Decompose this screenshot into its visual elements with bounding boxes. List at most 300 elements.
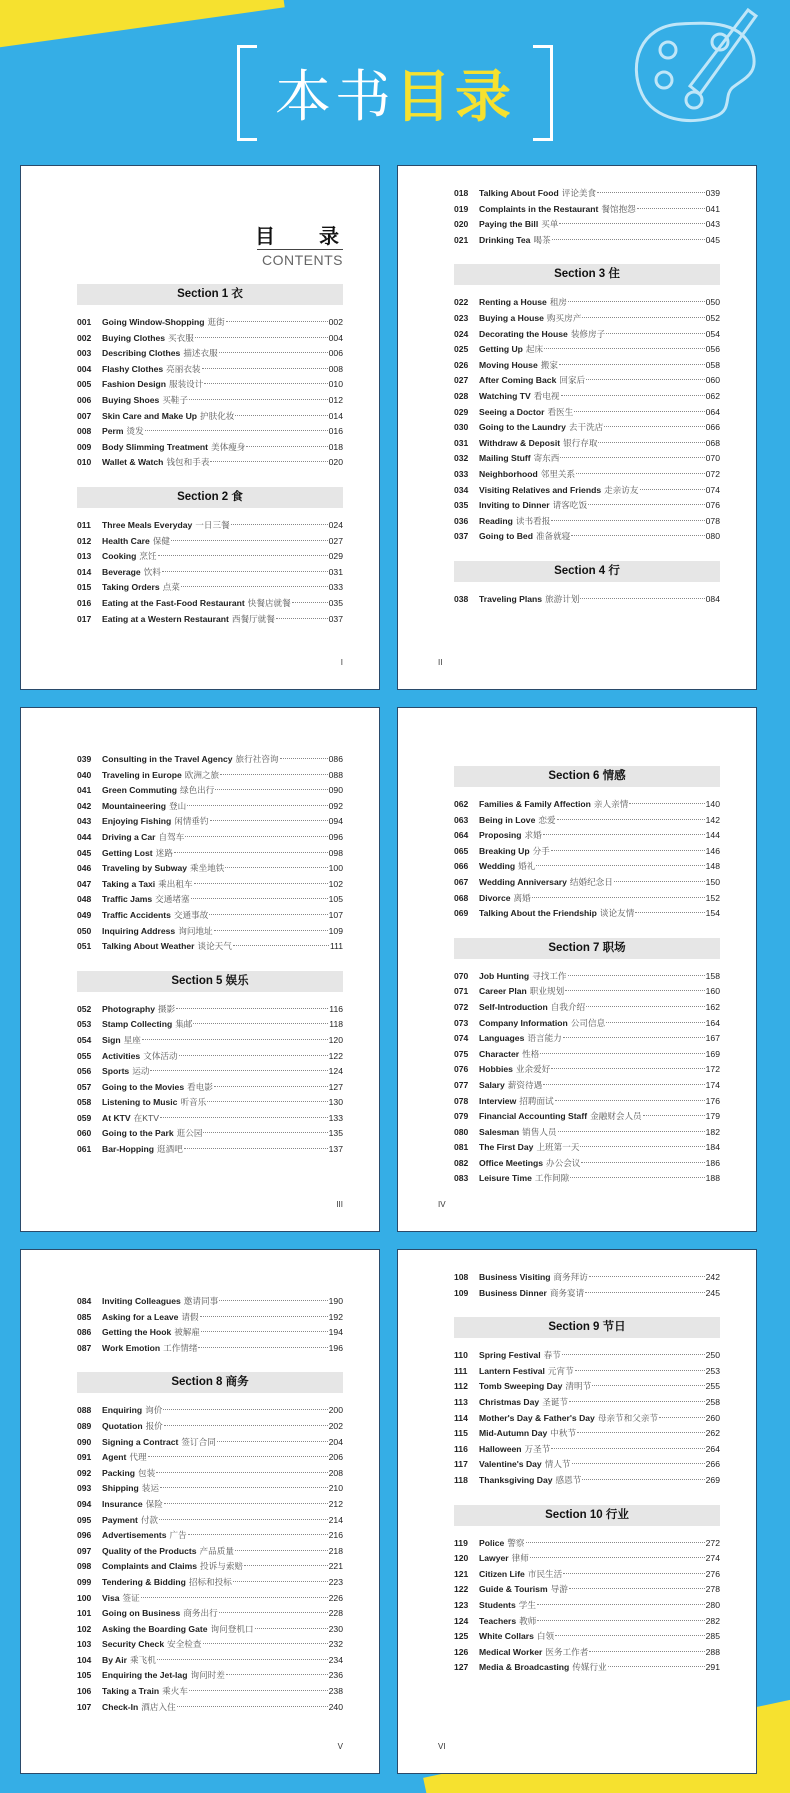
entry-title-en: Taking Orders <box>102 582 160 593</box>
toc-entry[interactable] <box>77 1033 343 1049</box>
entry-title-en: Being in Love <box>479 814 536 825</box>
dot-leader <box>179 1055 328 1056</box>
toc-entry[interactable] <box>454 1047 720 1063</box>
toc-entry[interactable] <box>454 1582 720 1598</box>
toc-entry[interactable] <box>77 1017 343 1033</box>
entry-page-number: 122 <box>328 1050 343 1061</box>
dot-leader <box>217 1441 328 1442</box>
title-part2: 目录 <box>395 65 515 130</box>
toc-entry[interactable] <box>454 467 720 483</box>
dot-leader <box>582 1479 704 1480</box>
dot-leader <box>637 208 705 209</box>
toc-entry[interactable] <box>77 534 343 550</box>
entry-number: 040 <box>77 769 92 780</box>
entry-page-number: 278 <box>705 1584 720 1595</box>
toc-entry[interactable] <box>77 362 343 378</box>
toc-entry[interactable] <box>77 596 343 612</box>
entry-title-en: At KTV <box>102 1112 131 1123</box>
entry-title-en: Driving a Car <box>102 831 156 842</box>
dot-leader <box>557 819 705 820</box>
toc-entry[interactable] <box>77 1325 343 1341</box>
entry-page-number: 250 <box>705 1350 720 1361</box>
toc-entry[interactable] <box>454 1078 720 1094</box>
dot-leader <box>526 1542 705 1543</box>
entry-number: 007 <box>77 410 92 421</box>
entry-title-cn: 买鞋子 <box>162 394 189 405</box>
toc-entry[interactable] <box>77 565 343 581</box>
toc-entry[interactable] <box>77 1095 343 1111</box>
section-heading: Section 3 住 <box>454 264 720 285</box>
entry-number: 019 <box>454 203 469 214</box>
entry-title-en: Work Emotion <box>102 1342 161 1353</box>
entry-title-en: Halloween <box>479 1443 522 1454</box>
toc-entry[interactable] <box>77 455 343 471</box>
entry-number: 111 <box>454 1365 468 1376</box>
toc-entry[interactable] <box>77 924 343 940</box>
toc-entry[interactable] <box>454 217 720 233</box>
entry-title-cn: 万圣节 <box>524 1443 551 1454</box>
toc-entry[interactable] <box>77 1419 343 1435</box>
toc-entry[interactable] <box>454 233 720 249</box>
entry-title-cn: 询问时差 <box>190 1670 225 1681</box>
entry-title-cn: 职业规划 <box>529 986 565 997</box>
entry-page-number: 045 <box>705 234 720 245</box>
page-number: IV <box>438 1200 446 1209</box>
entry-title-en: Enquiring <box>102 1405 143 1416</box>
dot-leader <box>244 1565 328 1566</box>
toc-entry[interactable] <box>454 405 720 421</box>
toc-entry[interactable] <box>77 1544 343 1560</box>
entry-number: 060 <box>77 1128 92 1139</box>
dot-leader <box>568 975 705 976</box>
toc-page-4 <box>397 707 757 1232</box>
toc-entry[interactable] <box>454 186 720 202</box>
toc-entry[interactable] <box>77 1142 343 1158</box>
entry-title-en: Seeing a Doctor <box>479 406 545 417</box>
entry-title-en: Lawyer <box>479 1553 509 1564</box>
toc-entry[interactable] <box>454 1536 720 1552</box>
toc-entry[interactable] <box>454 1348 720 1364</box>
toc-entry[interactable] <box>454 529 720 545</box>
toc-entry[interactable] <box>77 752 343 768</box>
toc-entry[interactable] <box>454 592 720 608</box>
toc-entry[interactable] <box>77 518 343 534</box>
entry-page-number: 118 <box>329 1019 343 1030</box>
toc-entry[interactable] <box>77 612 343 628</box>
entry-page-number: 133 <box>328 1112 343 1123</box>
dot-leader <box>540 1053 704 1054</box>
toc-entry[interactable] <box>454 1457 720 1473</box>
entry-title-cn: 买衣服 <box>168 332 194 343</box>
dot-leader <box>551 850 705 851</box>
entry-number: 113 <box>454 1396 468 1407</box>
dot-leader <box>202 368 328 369</box>
entry-number: 083 <box>454 1173 469 1184</box>
toc-entry[interactable] <box>454 875 720 891</box>
entry-title-en: Traffic Jams <box>102 894 153 905</box>
toc-entry[interactable] <box>454 202 720 218</box>
entry-page-number: 116 <box>329 1003 343 1014</box>
toc-entry[interactable] <box>454 969 720 985</box>
toc-entry[interactable] <box>77 939 343 955</box>
toc-entry[interactable] <box>454 342 720 358</box>
toc-entry[interactable] <box>454 1364 720 1380</box>
entry-number: 059 <box>77 1112 92 1123</box>
entry-page-number: 018 <box>328 441 343 452</box>
toc-entry[interactable] <box>454 1598 720 1614</box>
toc-entry[interactable] <box>77 1637 343 1653</box>
dot-leader <box>162 571 328 572</box>
toc-entry[interactable] <box>454 436 720 452</box>
entry-page-number: 098 <box>328 847 343 858</box>
toc-entry[interactable] <box>454 451 720 467</box>
toc-entry[interactable] <box>454 1379 720 1395</box>
toc-entry[interactable] <box>77 783 343 799</box>
entry-title-en: Lantern Festival <box>479 1365 545 1376</box>
toc-entry[interactable] <box>454 1000 720 1016</box>
section-heading: Section 5 娱乐 <box>77 971 343 992</box>
toc-entry[interactable] <box>77 1002 343 1018</box>
entry-page-number: 192 <box>328 1311 343 1322</box>
entry-title-en: Families & Family Affection <box>479 799 591 809</box>
entry-title-cn: 西餐厅就餐 <box>231 613 275 624</box>
toc-entry[interactable] <box>77 1481 343 1497</box>
toc-entry[interactable] <box>454 327 720 343</box>
dot-leader <box>643 1115 705 1116</box>
entry-title-en: Green Commuting <box>102 785 177 796</box>
toc-entry[interactable] <box>454 828 720 844</box>
toc-entry[interactable] <box>77 814 343 830</box>
toc-entry[interactable] <box>77 768 343 784</box>
entry-number: 121 <box>454 1568 469 1579</box>
toc-entry[interactable] <box>77 1559 343 1575</box>
entry-page-number: 076 <box>705 500 720 511</box>
toc-entry[interactable] <box>454 295 720 311</box>
entry-number: 004 <box>77 363 92 374</box>
toc-entry[interactable] <box>454 1614 720 1630</box>
dot-leader <box>580 598 704 599</box>
entry-page-number: 274 <box>705 1553 720 1564</box>
toc-pages-grid <box>20 165 757 1774</box>
toc-entry[interactable] <box>77 393 343 409</box>
entry-title-cn: 分手 <box>532 845 550 856</box>
toc-entry[interactable] <box>77 424 343 440</box>
entry-title-cn: 圣诞节 <box>542 1396 568 1407</box>
entry-title-cn: 寻找工作 <box>532 970 567 981</box>
entry-title-en: Getting Lost <box>102 847 153 858</box>
entry-title-en: Proposing <box>479 830 522 841</box>
entry-number: 090 <box>77 1436 92 1447</box>
toc-entry[interactable] <box>454 358 720 374</box>
toc-entry[interactable] <box>77 1080 343 1096</box>
toc-entry[interactable] <box>454 1395 720 1411</box>
toc-entry[interactable] <box>77 892 343 908</box>
entry-title-cn: 摄影 <box>158 1003 176 1014</box>
entry-number: 080 <box>454 1126 469 1137</box>
entry-page-number: 135 <box>328 1128 343 1139</box>
dot-leader <box>194 883 328 884</box>
entry-title-en: Character <box>479 1048 520 1059</box>
toc-entry[interactable] <box>77 315 343 331</box>
entry-page-number: 074 <box>705 484 720 495</box>
section-heading: Section 4 行 <box>454 561 720 582</box>
toc-entry[interactable] <box>454 1473 720 1489</box>
dot-leader <box>530 1557 705 1558</box>
toc-page-3 <box>20 707 380 1232</box>
page-number: VI <box>438 1742 446 1751</box>
entry-title-cn: 签订合同 <box>181 1436 216 1447</box>
toc-entry[interactable] <box>454 1125 720 1141</box>
toc-entry[interactable] <box>454 1109 720 1125</box>
entry-title-cn: 烫发 <box>126 426 144 437</box>
section-heading: Section 8 商务 <box>77 1372 343 1393</box>
entry-number: 014 <box>77 566 92 577</box>
dot-leader <box>576 473 705 474</box>
toc-entry[interactable] <box>77 1606 343 1622</box>
entry-number: 086 <box>77 1327 92 1338</box>
toc-entry[interactable] <box>454 1645 720 1661</box>
entry-title-cn: 逛酒吧 <box>157 1144 183 1155</box>
entry-number: 081 <box>454 1142 469 1153</box>
toc-entry[interactable] <box>77 1310 343 1326</box>
entry-page-number: 162 <box>705 1001 720 1012</box>
toc-entry[interactable] <box>77 1294 343 1310</box>
entry-title-en: Going to the Laundry <box>479 422 566 433</box>
toc-entry[interactable] <box>454 844 720 860</box>
toc-entry[interactable] <box>454 373 720 389</box>
entry-number: 078 <box>454 1095 469 1106</box>
entry-page-number: 140 <box>705 799 720 809</box>
toc-entry[interactable] <box>454 797 720 813</box>
dot-leader <box>581 1162 704 1163</box>
entry-title-cn: 感恩节 <box>555 1474 582 1485</box>
toc-entry[interactable] <box>77 1126 343 1142</box>
toc-page-2 <box>397 165 757 690</box>
toc-entry[interactable] <box>77 1684 343 1700</box>
entry-page-number: 062 <box>705 390 720 401</box>
toc-entry[interactable] <box>77 409 343 425</box>
toc-entry[interactable] <box>77 1622 343 1638</box>
entry-title-cn: 律师 <box>511 1553 529 1564</box>
toc-entry[interactable] <box>454 1567 720 1583</box>
toc-entry[interactable] <box>454 1171 720 1187</box>
toc-entry[interactable] <box>454 906 720 922</box>
entry-title-en: Traveling by Subway <box>102 863 188 874</box>
entry-title-cn: 导游 <box>550 1584 568 1595</box>
toc-entry[interactable] <box>454 859 720 875</box>
toc-entry[interactable] <box>454 1062 720 1078</box>
entry-number: 065 <box>454 845 469 856</box>
toc-entry[interactable] <box>77 799 343 815</box>
entry-title-en: Inviting to Dinner <box>479 500 550 511</box>
entry-title-en: Traffic Accidents <box>102 909 171 920</box>
entry-title-cn: 买单 <box>541 219 559 230</box>
toc-entry[interactable] <box>77 1450 343 1466</box>
entry-page-number: 169 <box>705 1048 720 1059</box>
toc-entry[interactable] <box>77 549 343 565</box>
toc-entry[interactable] <box>454 514 720 530</box>
toc-entry[interactable] <box>77 440 343 456</box>
entry-title-cn: 询问地址 <box>178 925 213 936</box>
entry-title-cn: 金融财会人员 <box>590 1111 642 1122</box>
entry-title-en: Enquiring the Jet-lag <box>102 1670 188 1681</box>
dot-leader <box>544 348 705 349</box>
toc-entry[interactable] <box>77 1700 343 1716</box>
entry-number: 044 <box>77 831 92 842</box>
toc-entry[interactable] <box>454 1411 720 1427</box>
entry-page-number: 208 <box>328 1467 343 1478</box>
dot-leader <box>189 1690 328 1691</box>
entry-number: 079 <box>454 1111 469 1122</box>
dot-leader <box>195 337 328 338</box>
entry-page-number: 102 <box>328 878 343 889</box>
toc-entry[interactable] <box>454 1629 720 1645</box>
toc-entry[interactable] <box>77 331 343 347</box>
entry-number: 107 <box>77 1701 92 1712</box>
dot-leader <box>233 945 329 946</box>
toc-entry[interactable] <box>454 1286 720 1302</box>
entry-number: 072 <box>454 1001 469 1012</box>
toc-entry[interactable] <box>454 1156 720 1172</box>
toc-entry[interactable] <box>454 420 720 436</box>
toc-entry[interactable] <box>454 1094 720 1110</box>
entry-page-number: 236 <box>328 1670 343 1681</box>
entry-title-cn: 准备就寝 <box>535 531 571 542</box>
toc-entry[interactable] <box>77 1575 343 1591</box>
dot-leader <box>220 774 328 775</box>
entry-number: 094 <box>77 1498 92 1509</box>
toc-entry[interactable] <box>454 891 720 907</box>
entry-number: 037 <box>454 531 469 542</box>
toc-entry[interactable] <box>77 1064 343 1080</box>
dot-leader <box>214 930 328 931</box>
entry-title-en: Reading <box>479 515 513 526</box>
dot-leader <box>187 805 327 806</box>
toc-entry[interactable] <box>77 1513 343 1529</box>
entry-title-cn: 交通堵塞 <box>155 894 190 905</box>
entry-title-en: Decorating the House <box>479 328 568 339</box>
dot-leader <box>246 446 327 447</box>
toc-entry[interactable] <box>454 389 720 405</box>
toc-entry[interactable] <box>77 1668 343 1684</box>
toc-entry[interactable] <box>454 311 720 327</box>
entry-number: 067 <box>454 876 469 887</box>
entry-number: 032 <box>454 453 469 464</box>
entry-title-en: Activities <box>102 1050 141 1061</box>
toc-list <box>454 186 720 607</box>
entry-number: 125 <box>454 1631 469 1642</box>
toc-entry[interactable] <box>454 813 720 829</box>
entry-number: 089 <box>77 1420 92 1431</box>
entry-page-number: 182 <box>705 1126 720 1137</box>
dot-leader <box>204 383 327 384</box>
toc-entry[interactable] <box>454 984 720 1000</box>
toc-entry[interactable] <box>454 1660 720 1676</box>
toc-entry[interactable] <box>77 861 343 877</box>
entry-number: 124 <box>454 1615 469 1626</box>
toc-entry[interactable] <box>77 1528 343 1544</box>
dot-leader <box>659 1417 705 1418</box>
toc-entry[interactable] <box>77 846 343 862</box>
entry-title-cn: 传媒行业 <box>572 1662 607 1673</box>
toc-entry[interactable] <box>77 1497 343 1513</box>
entry-title-en: Office Meetings <box>479 1157 543 1168</box>
toc-entry[interactable] <box>454 1270 720 1286</box>
entry-page-number: 204 <box>328 1436 343 1447</box>
dot-leader <box>188 1534 328 1535</box>
toc-entry[interactable] <box>77 1403 343 1419</box>
entry-page-number: 245 <box>705 1287 720 1298</box>
entry-number: 096 <box>77 1530 92 1541</box>
toc-entry[interactable] <box>77 346 343 362</box>
toc-entry[interactable] <box>77 1341 343 1357</box>
entry-title-en: Agent <box>102 1452 127 1463</box>
toc-list <box>454 728 720 1187</box>
toc-entry[interactable] <box>454 483 720 499</box>
toc-entry[interactable] <box>77 908 343 924</box>
entry-title-en: Signing a Contract <box>102 1436 179 1447</box>
dot-leader <box>203 1132 327 1133</box>
toc-entry[interactable] <box>77 1435 343 1451</box>
entry-number: 099 <box>77 1576 92 1587</box>
entry-title-cn: 询价 <box>145 1405 163 1416</box>
dot-leader <box>214 1086 328 1087</box>
toc-entry[interactable] <box>77 830 343 846</box>
entry-title-en: Complaints and Claims <box>102 1561 198 1572</box>
entry-title-en: Self-Introduction <box>479 1001 548 1012</box>
page-number: I <box>340 658 343 667</box>
toc-entry[interactable] <box>77 1653 343 1669</box>
toc-entry[interactable] <box>77 580 343 596</box>
toc-entry[interactable] <box>77 1591 343 1607</box>
entry-page-number: 054 <box>705 328 720 339</box>
entry-title-cn: 钱包和手表 <box>166 457 210 468</box>
toc-entry[interactable] <box>77 877 343 893</box>
entry-page-number: 096 <box>328 831 343 842</box>
toc-entry[interactable] <box>454 1426 720 1442</box>
toc-entry[interactable] <box>77 1049 343 1065</box>
toc-entry[interactable] <box>77 1111 343 1127</box>
toc-entry[interactable] <box>77 1466 343 1482</box>
entry-title-en: Interview <box>479 1095 517 1106</box>
entry-title-en: Health Care <box>102 535 150 546</box>
toc-entry[interactable] <box>454 1140 720 1156</box>
dot-leader <box>210 820 328 821</box>
toc-entry[interactable] <box>454 1442 720 1458</box>
entry-title-cn: 乘火车 <box>162 1686 188 1697</box>
toc-entry[interactable] <box>454 1031 720 1047</box>
toc-entry[interactable] <box>454 498 720 514</box>
entry-title-en: Visa <box>102 1592 120 1603</box>
entry-title-cn: 一日三餐 <box>195 519 230 530</box>
entry-title-en: Quotation <box>102 1420 143 1431</box>
toc-entry[interactable] <box>454 1551 720 1567</box>
entry-title-cn: 语言能力 <box>527 1033 562 1044</box>
entry-number: 076 <box>454 1064 469 1075</box>
entry-page-number: 107 <box>328 909 343 920</box>
toc-entry[interactable] <box>454 1016 720 1032</box>
entry-number: 097 <box>77 1545 92 1556</box>
entry-title-cn: 谈论天气 <box>197 941 232 952</box>
entry-number: 069 <box>454 908 469 919</box>
entry-title-cn: 搬家 <box>540 359 558 370</box>
entry-page-number: 105 <box>328 894 343 905</box>
entry-title-cn: 烹饪 <box>139 551 157 562</box>
entry-title-cn: 描述衣服 <box>183 348 218 359</box>
entry-title-cn: 迷路 <box>155 847 173 858</box>
toc-entry[interactable] <box>77 377 343 393</box>
entry-number: 025 <box>454 344 469 355</box>
